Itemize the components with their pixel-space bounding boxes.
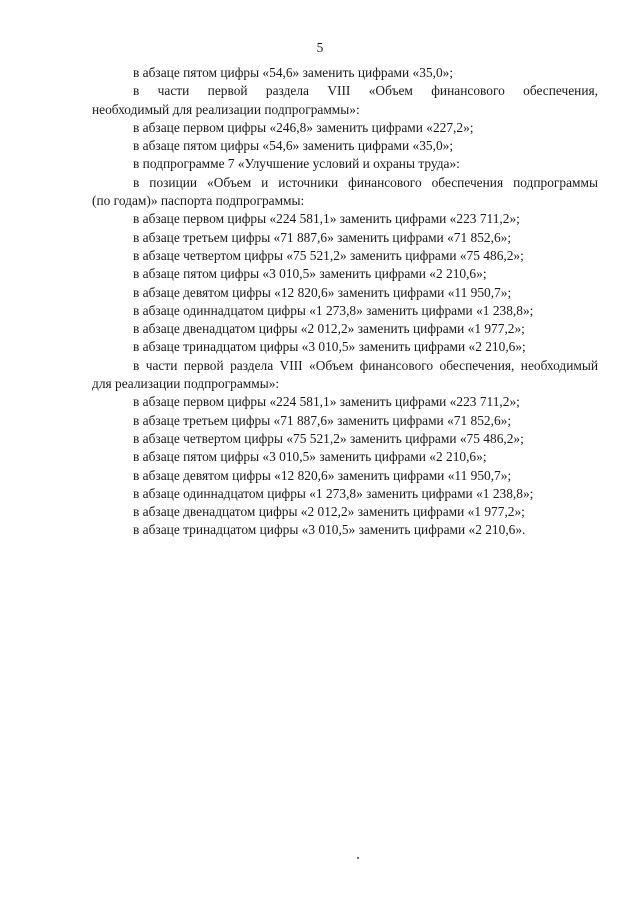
text-line: в абзаце двенадцатом цифры «2 012,2» заменить цифрами «1 977,2»; xyxy=(133,321,525,337)
text-line: в абзаце одиннадцатом цифры «1 273,8» заменить цифрами «1 238,8»; xyxy=(133,302,534,318)
text-line: в абзаце тринадцатом цифры «3 010,5» заменить цифрами «2 210,6». xyxy=(133,522,526,538)
text-line: в абзаце первом цифры «224 581,1» заменить цифрами «223 711,2»; xyxy=(133,394,520,410)
text-line: в абзаце пятом цифры «3 010,5» заменить цифрами «2 210,6»; xyxy=(133,449,487,465)
text-line: в абзаце четвертом цифры «75 521,2» заменить цифрами «75 486,2»; xyxy=(133,247,524,263)
text-line: в части первой раздела VIII «Объем финансового обеспечения, xyxy=(133,83,598,99)
text-line: в абзаце четвертом цифры «75 521,2» заменить цифрами «75 486,2»; xyxy=(133,430,524,446)
text-line: для реализации подпрограммы»: xyxy=(92,376,280,392)
text-line: в абзаце пятом цифры «3 010,5» заменить цифрами «2 210,6»; xyxy=(133,266,487,282)
text-line: в абзаце третьем цифры «71 887,6» заменить цифрами «71 852,6»; xyxy=(133,412,512,428)
text-line: в абзаце первом цифры «246,8» заменить цифрами «227,2»; xyxy=(133,119,474,135)
page-number: 5 xyxy=(316,40,324,55)
text-line: в абзаце третьем цифры «71 887,6» заменить цифрами «71 852,6»; xyxy=(133,229,512,245)
text-line: в подпрограмме 7 «Улучшение условий и охраны труда»: xyxy=(133,156,460,172)
text-line: в абзаце девятом цифры «12 820,6» заменить цифрами «11 950,7»; xyxy=(133,284,512,300)
text-line: необходимый для реализации подпрограммы»: xyxy=(92,101,360,117)
text-line: в абзаце одиннадцатом цифры «1 273,8» заменить цифрами «1 238,8»; xyxy=(133,485,534,501)
text-line: в абзаце тринадцатом цифры «3 010,5» заменить цифрами «2 210,6»; xyxy=(133,339,526,355)
scan-speck xyxy=(357,857,359,859)
text-line: в абзаце пятом цифры «54,6» заменить цифрами «35,0»; xyxy=(133,138,454,154)
text-line: в абзаце пятом цифры «54,6» заменить цифрами «35,0»; xyxy=(133,65,454,80)
document-body xyxy=(92,64,598,540)
text-line: в позиции «Объем и источники финансового обеспечения подпрограммы xyxy=(133,174,598,190)
text-line: (по годам)» паспорта подпрограммы: xyxy=(92,193,305,209)
text-line: в части первой раздела VIII «Объем финансового обеспечения, необходимый xyxy=(133,357,598,373)
text-line: в абзаце первом цифры «224 581,1» заменить цифрами «223 711,2»; xyxy=(133,211,520,227)
text-line: в абзаце двенадцатом цифры «2 012,2» заменить цифрами «1 977,2»; xyxy=(133,504,525,520)
text-line: в абзаце девятом цифры «12 820,6» заменить цифрами «11 950,7»; xyxy=(133,467,512,483)
